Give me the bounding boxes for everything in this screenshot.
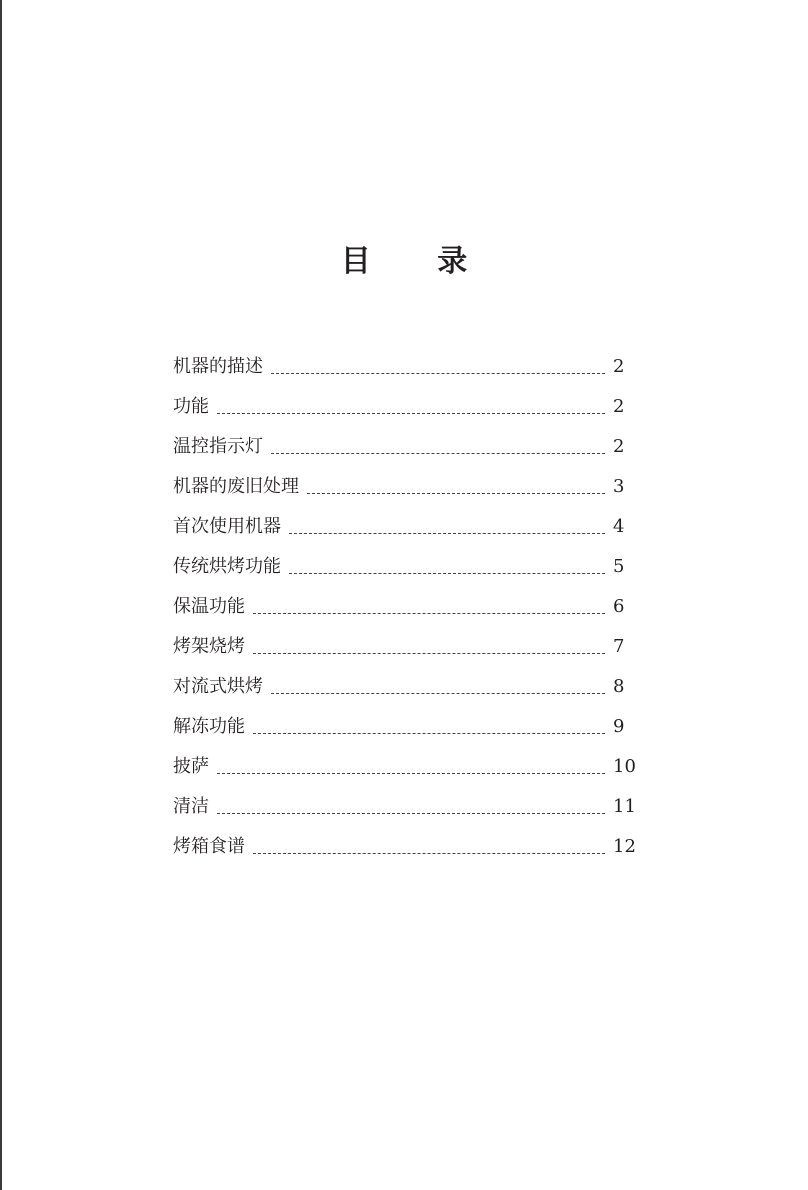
toc-page-number: 2: [613, 396, 625, 417]
toc-dot-leader: [271, 453, 605, 454]
toc-dot-leader: [289, 533, 605, 534]
toc-entry-label: 解冻功能: [173, 716, 245, 737]
toc-entry-label: 保温功能: [173, 596, 245, 617]
toc-entry[interactable]: [173, 352, 643, 392]
page-title: 目 录: [340, 244, 496, 280]
toc-page-number: 4: [613, 516, 625, 537]
toc-entry-label: 首次使用机器: [173, 516, 281, 537]
toc-entry[interactable]: [173, 392, 643, 432]
toc-page-number: 10: [613, 756, 636, 777]
toc-entry[interactable]: [173, 832, 643, 872]
toc-entry[interactable]: [173, 432, 643, 472]
toc-entry-label: 功能: [173, 396, 209, 417]
toc-entry-label: 温控指示灯: [173, 436, 263, 457]
toc-page-number: 2: [613, 436, 625, 457]
toc-dot-leader: [271, 373, 605, 374]
toc-entry[interactable]: [173, 792, 643, 832]
toc-page-number: 8: [613, 676, 625, 697]
toc-dot-leader: [307, 493, 605, 494]
table-of-contents: [173, 352, 643, 872]
toc-entry[interactable]: [173, 632, 643, 672]
toc-page-number: 7: [613, 636, 625, 657]
toc-dot-leader: [253, 653, 605, 654]
toc-page-number: 5: [613, 556, 625, 577]
page-binding-edge: [0, 0, 2, 1190]
toc-entry-label: 披萨: [173, 756, 209, 777]
toc-dot-leader: [289, 573, 605, 574]
toc-entry-label: 机器的废旧处理: [173, 476, 299, 497]
toc-page-number: 3: [613, 476, 625, 497]
toc-dot-leader: [217, 813, 605, 814]
toc-entry[interactable]: [173, 672, 643, 712]
toc-entry[interactable]: [173, 752, 643, 792]
toc-page-number: 2: [613, 356, 625, 377]
toc-entry[interactable]: [173, 472, 643, 512]
toc-entry[interactable]: [173, 712, 643, 752]
toc-entry[interactable]: [173, 512, 643, 552]
toc-page-number: 9: [613, 716, 625, 737]
toc-dot-leader: [217, 413, 605, 414]
toc-dot-leader: [271, 693, 605, 694]
toc-page-number: 12: [613, 836, 636, 857]
toc-dot-leader: [217, 773, 605, 774]
toc-entry-label: 传统烘烤功能: [173, 556, 281, 577]
toc-entry[interactable]: [173, 592, 643, 632]
toc-page-number: 6: [613, 596, 625, 617]
toc-entry-label: 烤架烧烤: [173, 636, 245, 657]
toc-entry-label: 对流式烘烤: [173, 676, 263, 697]
toc-dot-leader: [253, 853, 605, 854]
toc-entry-label: 烤箱食谱: [173, 836, 245, 857]
toc-dot-leader: [253, 613, 605, 614]
toc-entry-label: 机器的描述: [173, 356, 263, 377]
toc-page-number: 11: [613, 796, 636, 817]
toc-entry-label: 清洁: [173, 796, 209, 817]
toc-entry[interactable]: [173, 552, 643, 592]
toc-dot-leader: [253, 733, 605, 734]
